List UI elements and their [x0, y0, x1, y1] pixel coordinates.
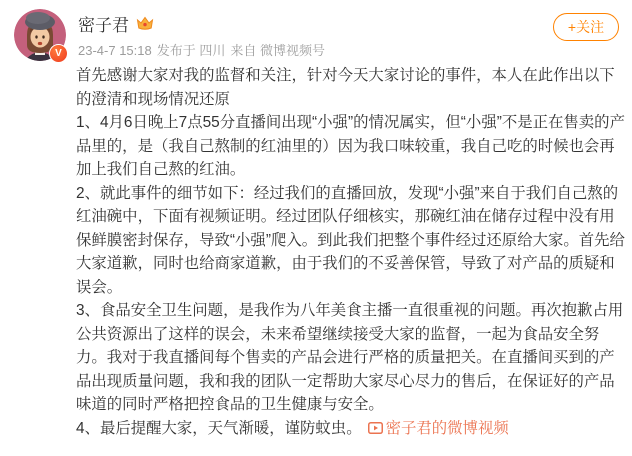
vip-crown-icon — [136, 16, 154, 31]
post-paragraph: 1、4月6日晚上7点55分直播间出现“小强”的情况属实，但“小强”不是正在售卖的产品里的，是（我自己熬制的红油里的）因为我口味较重，我自己吃的时候也会再加上我们自己熬的红油。 — [76, 114, 625, 178]
post-paragraph-last — [76, 417, 628, 441]
verified-badge-icon: V — [49, 44, 68, 63]
video-link[interactable] — [368, 417, 509, 441]
post-paragraph: 首先感谢大家对我的监督和关注，针对今天大家讨论的事件，本人在此作出以下的澄清和现场情况还原 — [76, 67, 615, 108]
post-time: 23-4-7 15:18 — [78, 43, 152, 58]
post-paragraph: 3、食品安全卫生问题，是我作为八年美食主播一直很重视的问题。再次抱歉占用公共资源出了这样的误会，未来希望继续接受大家的监督，一起为食品安全努力。我对于我直播间每个售卖的产品会进行严格的质量把关。在直播间买到的产品出现质量问题，我和我的团队一定帮助大家尽心尽力的售后，在保证好的产品味道的同时严格把控食品的卫生健康与安全。 — [76, 302, 624, 413]
post-content — [76, 64, 628, 440]
post-location: 发布于 四川 — [156, 43, 226, 58]
post-source-link[interactable]: 来自 微博视频号 — [230, 43, 325, 58]
user-block — [78, 11, 330, 59]
avatar[interactable] — [14, 9, 66, 61]
video-link-label: 密子君的微博视频 — [385, 419, 509, 437]
post-header — [0, 0, 632, 64]
video-icon — [368, 418, 383, 442]
follow-button[interactable]: +关注 — [553, 13, 619, 41]
post-paragraph: 4、最后提醒大家，天气渐暖，谨防蚊虫。 — [76, 419, 362, 437]
post-paragraph: 2、就此事件的细节如下：经过我们的直播回放，发现“小强”来自于我们自己熬的红油碗中，下面有视频证明。经过团队仔细核实，那碗红油在储存过程中没有用保鲜膜密封保存，导致“小强”爬入。到此我们把整个事件经过还原给大家。首先给大家道歉，同时也给商家道歉，由于我们的不妥善保管，导致了对产品的质疑和误会。 — [76, 184, 625, 296]
username[interactable]: 密子君 — [78, 15, 129, 35]
post-meta — [78, 40, 330, 59]
